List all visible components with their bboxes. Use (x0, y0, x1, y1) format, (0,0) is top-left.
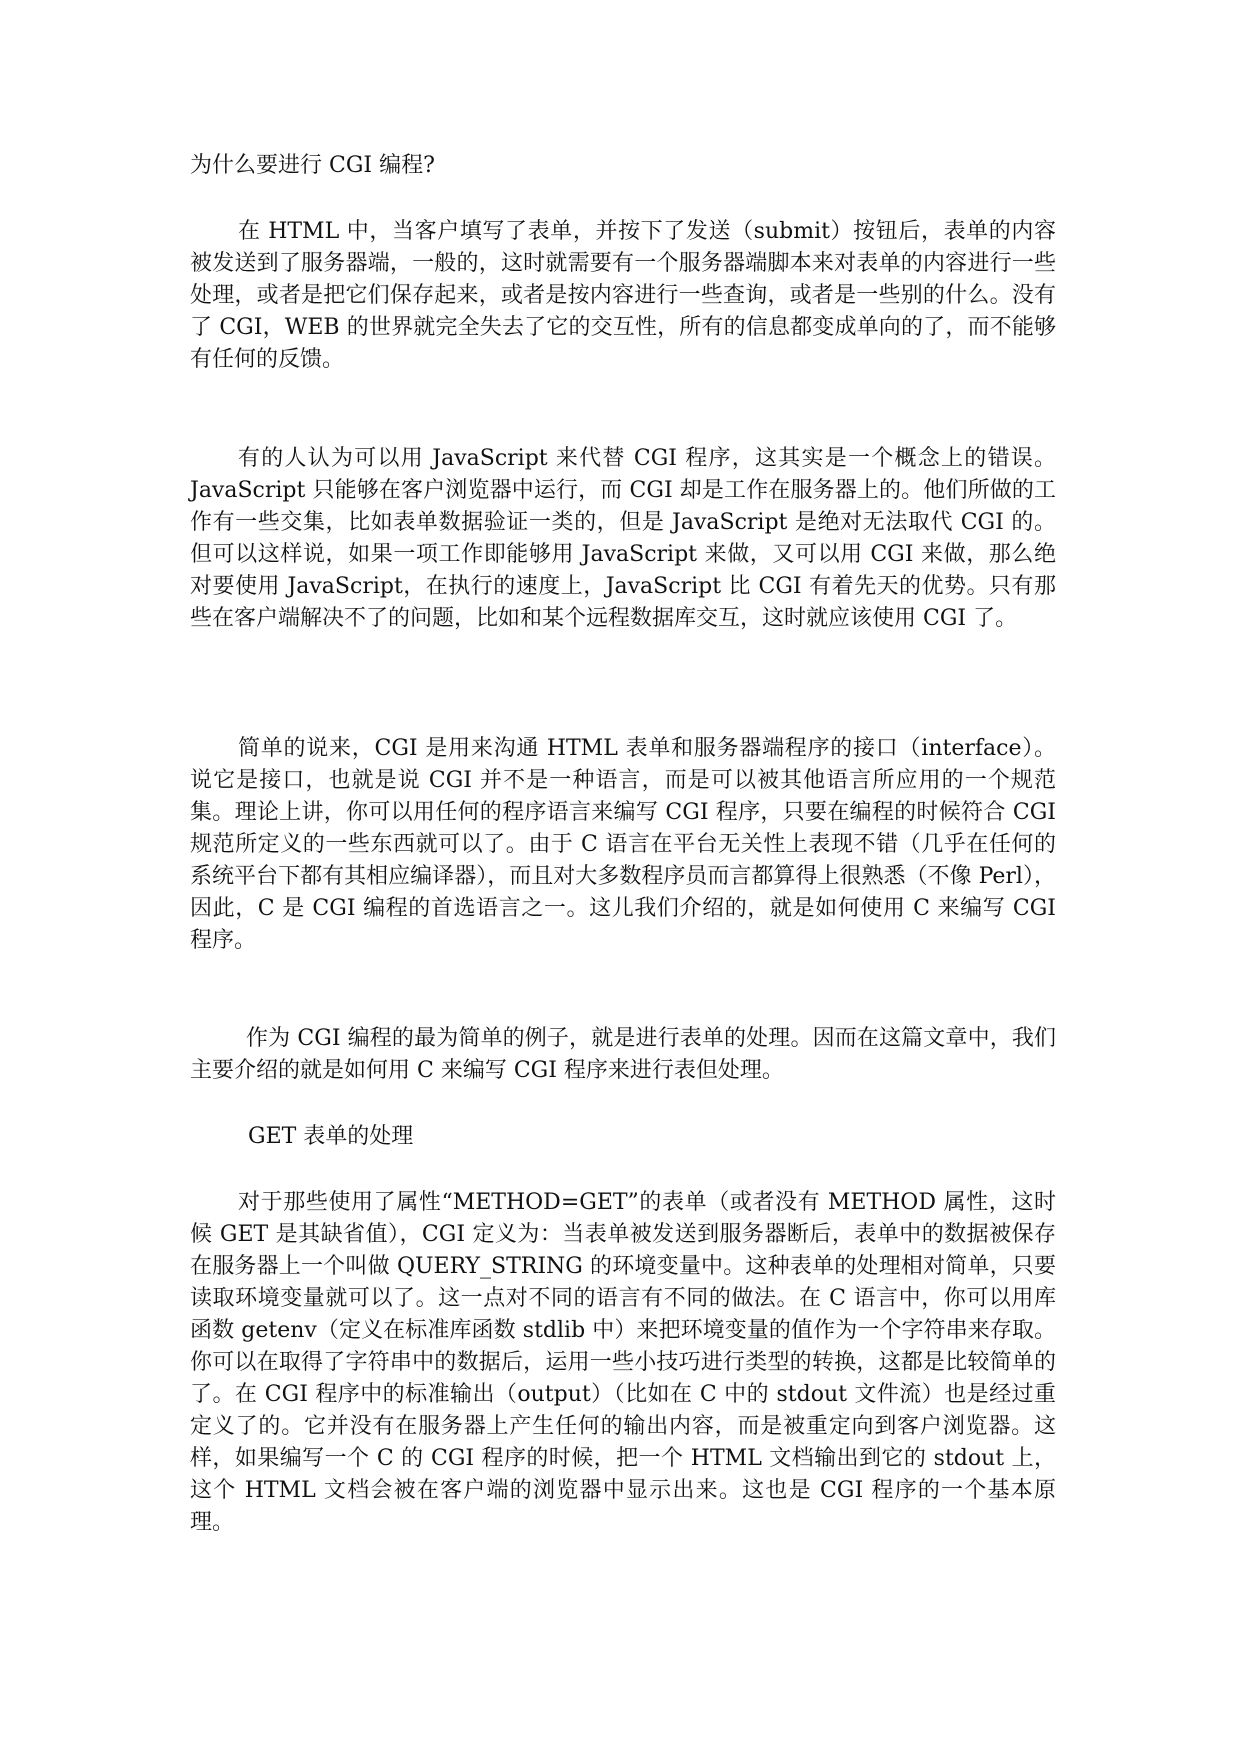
paragraph-javascript: 有的人认为可以用 JavaScript 来代替 CGI 程序，这其实是一个概念上的错误。JavaScript 只能够在客户浏览器中运行，而 CGI 却是工作在服务器上的。他们所做的工作有一些交集，比如表单数据验证一类的，但是 JavaScript 是绝对无法取代 CGI 的。但可以这样说，如果一项工作即能够用 JavaScript 来做，又可以用 CGI 来做，那么绝对要使用 JavaScript，在执行的速度上，JavaScript 比 CGI 有着先天的优势。只有那些在客户端解决不了的问题，比如和某个远程数据库交互，这时就应该使用 CGI 了。 (190, 446, 1056, 631)
paragraph-cgi-interface: 简单的说来，CGI 是用来沟通 HTML 表单和服务器端程序的接口（interface）。说它是接口，也就是说 CGI 并不是一种语言，而是可以被其他语言所应用的一个规范集。理论上讲，你可以用任何的程序语言来编写 CGI 程序，只要在编程的时候符合 CGI 规范所定义的一些东西就可以了。由于 C 语言在平台无关性上表现不错（几乎在任何的系统平台下都有其相应编译器），而且对大多数程序员而言都算得上很熟悉（不像 Perl），因此，C 是 CGI 编程的首选语言之一。这儿我们介绍的，就是如何使用 C 来编写 CGI 程序。 (190, 736, 1056, 953)
paragraph-get-method: 对于那些使用了属性“METHOD=GET”的表单（或者没有 METHOD 属性，这时候 GET 是其缺省值），CGI 定义为：当表单被发送到服务器断后，表单中的数据被保存在服务器上一个叫做 QUERY_STRING 的环境变量中。这种表单的处理相对简单，只要读取环境变量就可以了。这一点对不同的语言有不同的做法。在 C 语言中，你可以用库函数 getenv（定义在标准库函数 stdlib 中）来把环境变量的值作为一个字符串来存取。你可以在取得了字符串中的数据后，运用一些小技巧进行类型的转换，这都是比较简单的了。在 CGI 程序中的标准输出（output）（比如在 C 中的 stdout 文件流）也是经过重定义了的。它并没有在服务器上产生任何的输出内容，而是被重定向到客户浏览器。这样，如果编写一个 C 的 CGI 程序的时候，把一个 HTML 文档输出到它的 stdout 上，这个 HTML 文档会被在客户端的浏览器中显示出来。这也是 CGI 程序的一个基本原理。 (190, 1190, 1056, 1535)
paragraph-html-forms: 在 HTML 中，当客户填写了表单，并按下了发送（submit）按钮后，表单的内容被发送到了服务器端，一般的，这时就需要有一个服务器端脚本来对表单的内容进行一些处理，或者是把它们保存起来，或者是按内容进行一些查询，或者是一些别的什么。没有了 CGI，WEB 的世界就完全失去了它的交互性，所有的信息都变成单向的了，而不能够有任何的反馈。 (190, 219, 1056, 372)
paragraph-form-example: 作为 CGI 编程的最为简单的例子，就是进行表单的处理。因而在这篇文章中，我们主要介绍的就是如何用 C 来编写 CGI 程序来进行表但处理。 (190, 1026, 1056, 1083)
section-heading-get-form: GET 表单的处理 (248, 1124, 414, 1149)
document-title: 为什么要进行 CGI 编程? (190, 153, 435, 178)
